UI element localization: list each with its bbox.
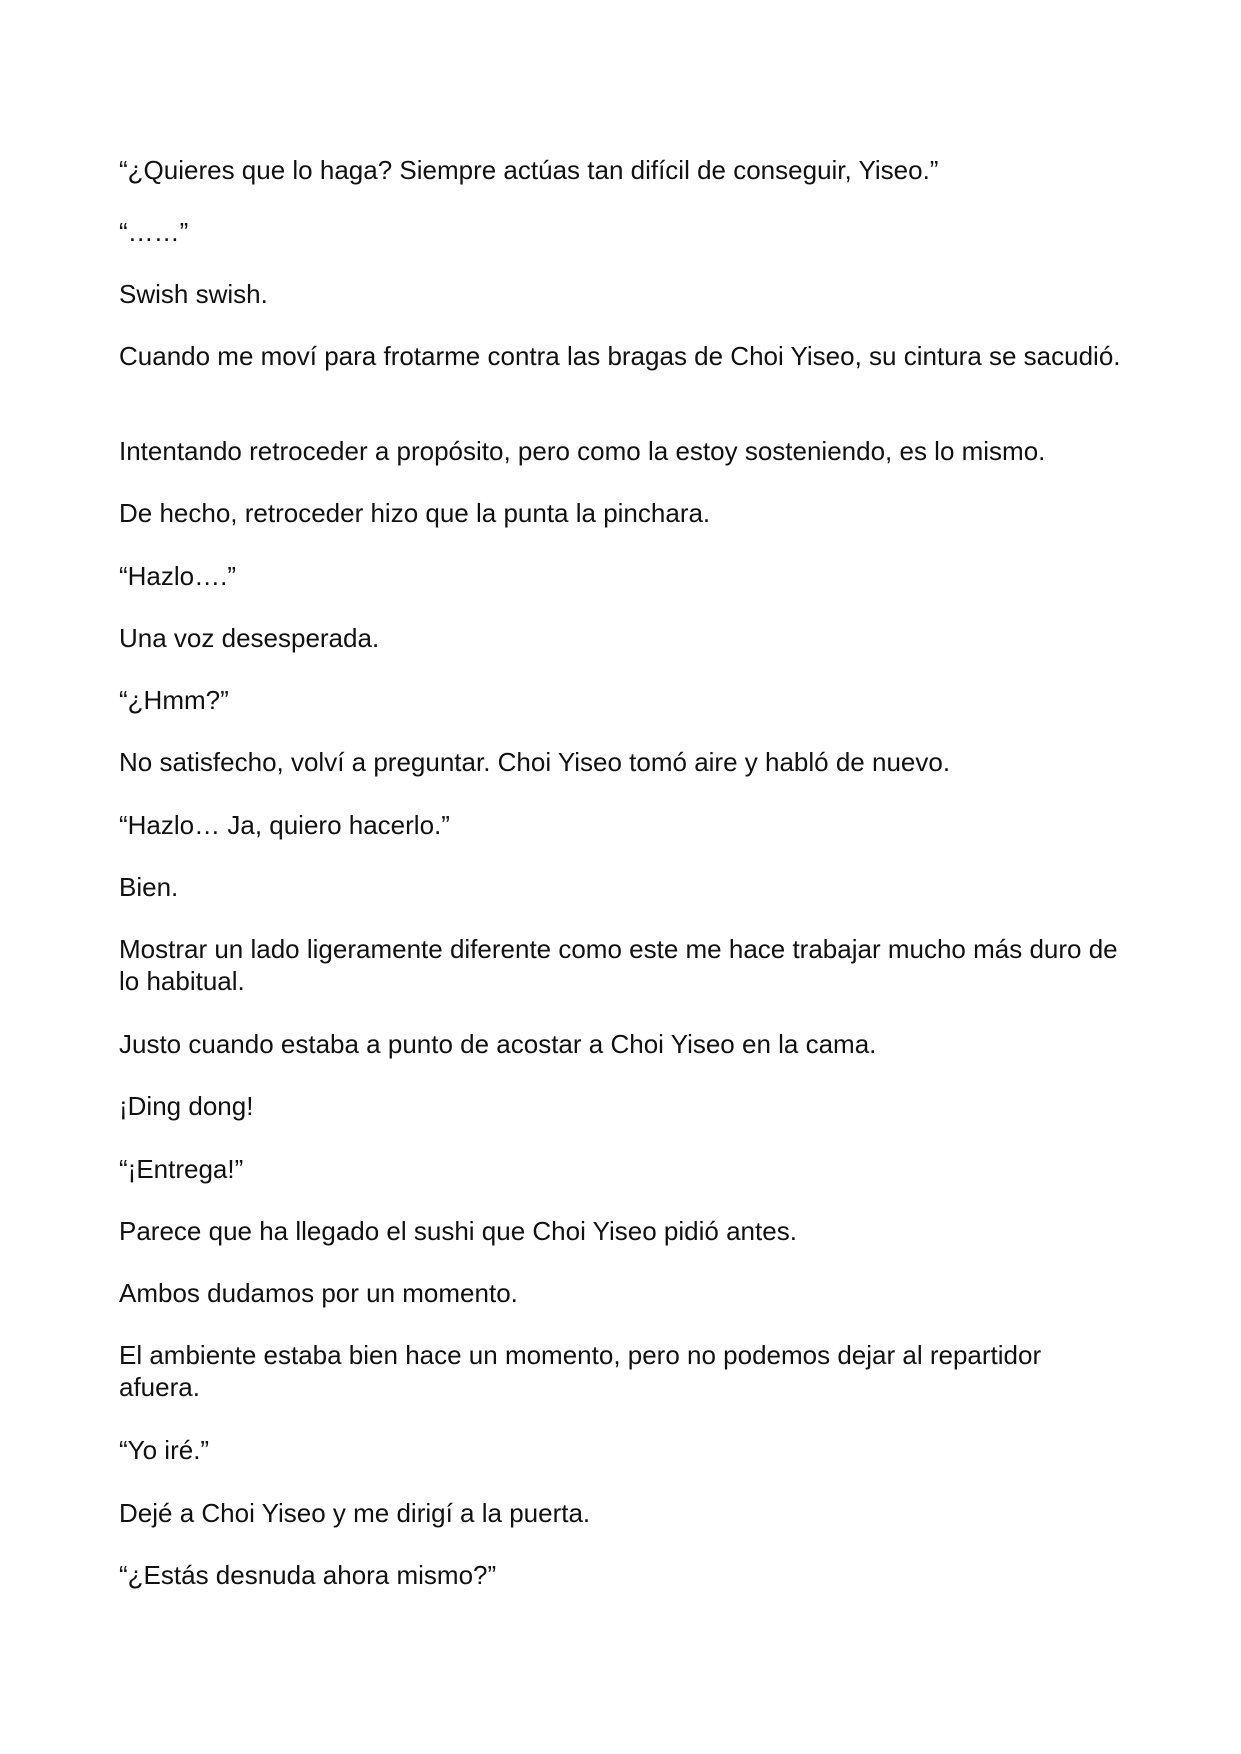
paragraph: No satisfecho, volví a preguntar. Choi Yiseo tomó aire y habló de nuevo. [119, 747, 951, 777]
paragraph: “¿Hmm?” [119, 685, 229, 715]
paragraph: “Hazlo… Ja, quiero hacerlo.” [119, 810, 450, 840]
paragraph: Mostrar un lado ligeramente diferente como este me hace trabajar mucho más duro de lo habitual. [119, 934, 1118, 996]
paragraph: “¿Estás desnuda ahora mismo?” [119, 1560, 497, 1590]
paragraph: Swish swish. [119, 279, 268, 309]
paragraph: “……” [119, 217, 189, 247]
paragraph: “Hazlo….” [119, 561, 237, 591]
paragraph: ¡Ding dong! [119, 1091, 254, 1121]
paragraph: Una voz desesperada. [119, 623, 380, 653]
paragraph: Dejé a Choi Yiseo y me dirigí a la puerta. [119, 1498, 591, 1528]
paragraph: El ambiente estaba bien hace un momento, pero no podemos dejar al repartidor afuera. [119, 1340, 1042, 1402]
paragraph: “¿Quieres que lo haga? Siempre actúas tan difícil de conseguir, Yiseo.” [119, 155, 939, 185]
paragraph: Cuando me moví para frotarme contra las bragas de Choi Yiseo, su cintura se sacudió. [119, 341, 1121, 371]
paragraph: Bien. [119, 872, 179, 902]
paragraph: Ambos dudamos por un momento. [119, 1278, 518, 1308]
paragraph: “¡Entrega!” [119, 1154, 244, 1184]
paragraph: Justo cuando estaba a punto de acostar a Choi Yiseo en la cama. [119, 1029, 877, 1059]
paragraph: Intentando retroceder a propósito, pero como la estoy sosteniendo, es lo mismo. [119, 436, 1046, 466]
paragraph: De hecho, retroceder hizo que la punta la pinchara. [119, 498, 711, 528]
paragraph: “Yo iré.” [119, 1435, 210, 1465]
paragraph: Parece que ha llegado el sushi que Choi Yiseo pidió antes. [119, 1216, 797, 1246]
